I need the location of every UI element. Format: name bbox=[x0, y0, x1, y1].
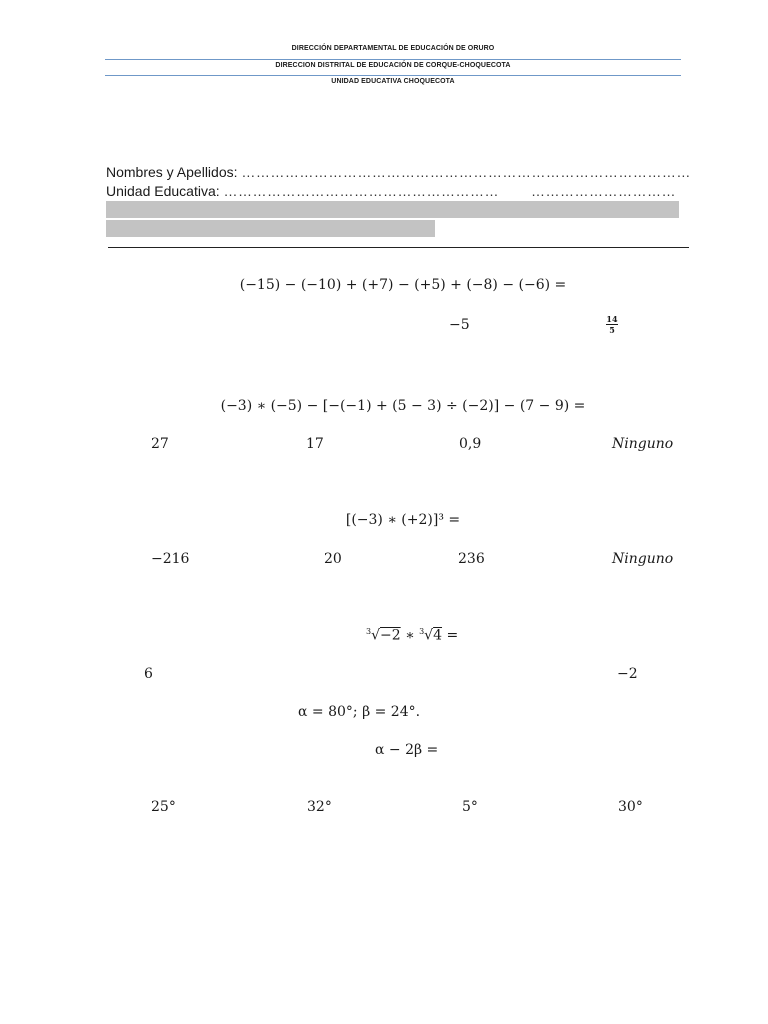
section-rule bbox=[108, 247, 689, 248]
question-3-expression: [(−3) ∗ (+2)]³ = bbox=[345, 512, 461, 528]
header-district: DIRECCION DISTRITAL DE EDUCACIÓN DE CORQUE-CHOQUECOTA bbox=[275, 62, 511, 69]
extra-field-dots[interactable]: ………………………… bbox=[531, 183, 676, 199]
question-5-option-3: 5° bbox=[462, 799, 478, 815]
question-4-expression: $^3$√−2 ∗ $^3$√4 = bbox=[366, 627, 459, 644]
question-1-expression: (−15) − (−10) + (+7) − (+5) + (−8) − (−6) = bbox=[239, 277, 567, 293]
question-5-expression: α − 2β = bbox=[375, 742, 439, 758]
question-3-option-1: −216 bbox=[151, 551, 190, 567]
question-3-option-3: 236 bbox=[458, 551, 485, 567]
fraction-denominator: 5 bbox=[609, 325, 615, 335]
question-2-option-4: Ninguno bbox=[612, 436, 674, 452]
redacted-line-2 bbox=[106, 220, 435, 237]
question-2-option-1: 27 bbox=[151, 436, 169, 452]
header-school: UNIDAD EDUCATIVA CHOQUECOTA bbox=[331, 78, 455, 85]
root-radicand-b: 4 bbox=[433, 627, 443, 644]
question-1-fraction bbox=[604, 314, 620, 335]
unit-field[interactable] bbox=[106, 183, 499, 199]
header-divider-bottom bbox=[105, 75, 681, 76]
fraction-numerator: 14 bbox=[606, 314, 618, 324]
name-field[interactable] bbox=[106, 164, 691, 180]
question-2-option-2: 17 bbox=[306, 436, 324, 452]
root-radicand-a: −2 bbox=[380, 627, 401, 644]
question-4-option-1: 6 bbox=[144, 666, 153, 682]
unit-label: Unidad Educativa: bbox=[106, 183, 224, 199]
question-5-option-4: 30° bbox=[618, 799, 643, 815]
question-3-option-2: 20 bbox=[324, 551, 342, 567]
question-4-option-2: −2 bbox=[617, 666, 638, 682]
question-5-given: α = 80°; β = 24°. bbox=[298, 704, 421, 720]
question-2-expression: (−3) ∗ (−5) − [−(−1) + (5 − 3) ÷ (−2)] − (7 − 9) = bbox=[220, 398, 586, 414]
name-label: Nombres y Apellidos: bbox=[106, 164, 242, 180]
redacted-line-1 bbox=[106, 201, 679, 218]
question-1-option-1: −5 bbox=[449, 317, 470, 333]
question-5-option-2: 32° bbox=[307, 799, 332, 815]
question-3-option-4: Ninguno bbox=[612, 551, 674, 567]
question-2-option-3: 0,9 bbox=[459, 436, 482, 452]
header-divider-top bbox=[105, 59, 681, 60]
question-5-option-1: 25° bbox=[151, 799, 176, 815]
unit-dots: ………………………………………………… bbox=[223, 183, 500, 199]
name-dots: ………………………………………………………………………………… bbox=[241, 164, 691, 180]
header-department: DIRECCIÓN DEPARTAMENTAL DE EDUCACIÓN DE ORURO bbox=[291, 45, 495, 52]
